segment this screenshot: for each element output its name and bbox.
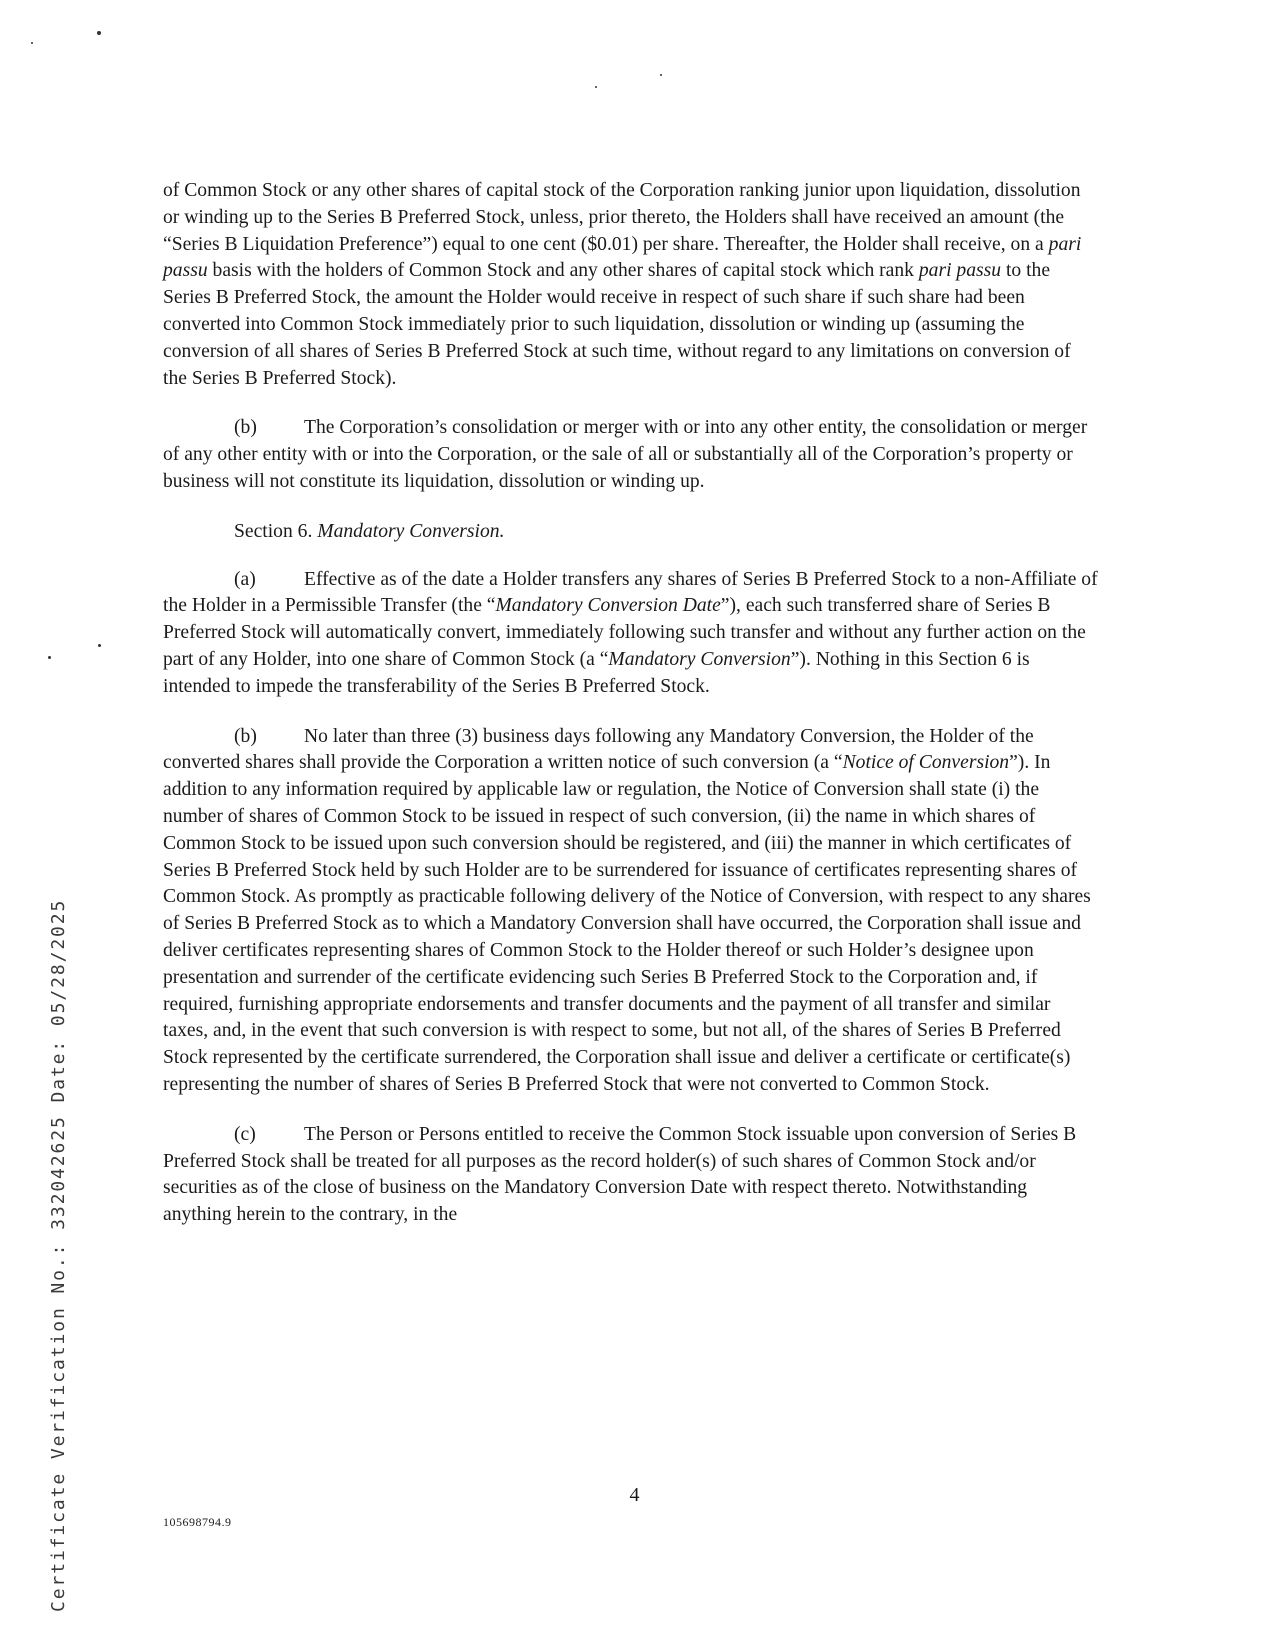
section-heading bbox=[163, 519, 1099, 546]
continued-paragraph bbox=[163, 178, 1099, 392]
scan-speck bbox=[48, 656, 51, 659]
italic-term: Mandatory Conversion. bbox=[317, 520, 505, 542]
paragraph-text: No later than three (3) business days following any Mandatory Conversion, the Holder of the converted shares shall provide the Corporation a written notice of such conversion (a “ bbox=[163, 725, 1034, 774]
scan-speck bbox=[98, 644, 101, 647]
italic-term: Notice of Conversion bbox=[842, 752, 1010, 774]
paragraph-text: The Person or Persons entitled to receive the Common Stock issuable upon conversion of Series B Preferred Stock shall be treated for all purposes as the record holder(s) of such shares of Common Stock and/or securities as of the close of business on the Mandatory Conversion Date with respect thereto. Notwithstanding anything herein to the contrary, in the bbox=[163, 1123, 1077, 1226]
subsection-paragraph bbox=[163, 415, 1099, 495]
italic-term: pari passu bbox=[918, 260, 1002, 282]
document-body bbox=[163, 178, 1099, 1252]
subsection-label: (a) bbox=[234, 568, 256, 590]
paragraph-text: basis with the holders of Common Stock and any other shares of capital stock which rank bbox=[207, 260, 919, 282]
paragraph-text: ”). Nothing in this Section 6 is intended to impede the transferability of the Series B Preferred Stock. bbox=[163, 648, 1030, 697]
paragraph-text: of Common Stock or any other shares of capital stock of the Corporation ranking junior upon liquidation, dissolution or winding up to the Series B Preferred Stock, unless, prior thereto, the Holders shall have received an amount (the “Series B Liquidation Preference”) equal to one cent ($0.01) per share. Thereafter, the Holder shall receive, on a bbox=[163, 180, 1081, 255]
subsection-paragraph bbox=[163, 567, 1099, 701]
italic-term: Mandatory Conversion bbox=[608, 648, 791, 670]
paragraph-text: Section 6. bbox=[234, 520, 318, 542]
italic-term: Mandatory Conversion Date bbox=[495, 595, 721, 617]
paragraph-text: ”), each such transferred share of Series B Preferred Stock will automatically convert, immediately following such transfer and without any further action on the part of any Holder, into one share of Common Stock (a “ bbox=[163, 595, 1086, 670]
scan-speck bbox=[31, 42, 33, 44]
paragraph-text: ”). In addition to any information required by applicable law or regulation, the Notice of Conversion shall state (i) the number of shares of Common Stock to be issued in respect of such conversion, (ii) the name in which shares of Common Stock to be issued upon such conversion should be registered, and (iii) the manner in which certificates of Series B Preferred Stock held by such Holder are to be surrendered for issuance of certificates representing shares of Common Stock. As promptly as practicable following delivery of the Notice of Conversion, with respect to any shares of Series B Preferred Stock as to which a Mandatory Conversion shall have occurred, the Corporation shall issue and deliver certificates representing shares of Common Stock to the Holder thereof or such Holder’s designee upon presentation and surrender of the certificate evidencing such Series B Preferred Stock to the Corporation and, if required, furnishing appropriate endorsements and transfer documents and the payment of all transfer and similar taxes, and, in the event that such conversion is with respect to some, but not all, of the shares of Series B Preferred Stock represented by the certificate surrendered, the Corporation shall issue and deliver a certificate or certificate(s) representing the number of shares of Series B Preferred Stock that were not converted to Common Stock. bbox=[163, 752, 1091, 1095]
certificate-verification-stamp: Certificate Verification No.: 332042625 Date: 05/28/2025 bbox=[48, 898, 69, 1612]
page-number: 4 bbox=[629, 1484, 640, 1506]
scan-speck bbox=[595, 86, 597, 88]
scan-speck bbox=[97, 31, 101, 35]
italic-term: pari passu bbox=[163, 233, 1082, 282]
paragraph-text: The Corporation’s consolidation or merger with or into any other entity, the consolidation or merger of any other entity with or into the Corporation, or the sale of all or substantially all of the Corporation’s property or business will not constitute its liquidation, dissolution or winding up. bbox=[163, 417, 1088, 492]
subsection-label: (c) bbox=[234, 1123, 256, 1145]
scan-speck bbox=[660, 74, 662, 76]
paragraph-text: to the Series B Preferred Stock, the amount the Holder would receive in respect of such share if such share had been converted into Common Stock immediately prior to such liquidation, dissolution or winding up (assuming the conversion of all shares of Series B Preferred Stock at such time, without regard to any limitations on conversion of the Series B Preferred Stock). bbox=[163, 260, 1071, 389]
subsection-label: (b) bbox=[234, 725, 257, 747]
paragraph-text: Effective as of the date a Holder transfers any shares of Series B Preferred Stock to a non-Affiliate of the Holder in a Permissible Transfer (the “ bbox=[163, 568, 1098, 617]
document-id: 105698794.9 bbox=[163, 1515, 232, 1529]
subsection-label: (b) bbox=[234, 417, 257, 439]
subsection-paragraph bbox=[163, 724, 1099, 1099]
subsection-paragraph bbox=[163, 1122, 1099, 1229]
